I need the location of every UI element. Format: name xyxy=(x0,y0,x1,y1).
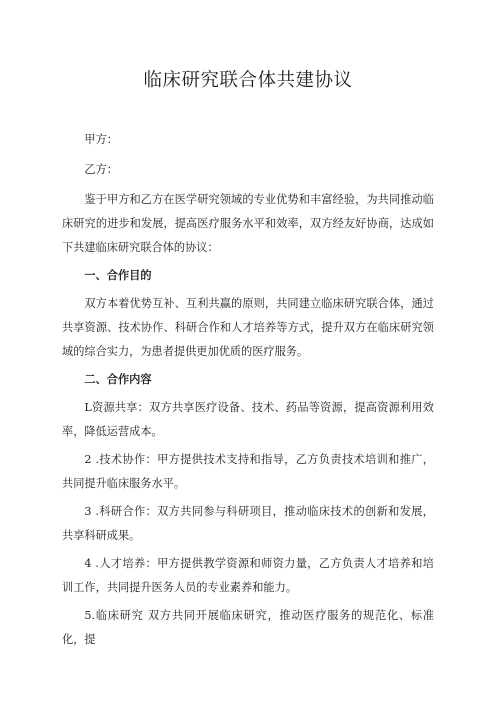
section-paragraph: 5.临床研究 双方共同开展临床研究，推动医疗服务的规范化、标准化，提 xyxy=(62,609,434,646)
party-a-line: 甲方： xyxy=(84,133,118,146)
section-content xyxy=(62,368,434,652)
section-heading: 二、合作内容 xyxy=(84,373,152,386)
party-b-line: 乙方： xyxy=(84,163,118,176)
section-paragraph: L资源共享：双方共享医疗设备、技术、药品等资源，提高资源利用效率，降低运营成本。 xyxy=(62,401,434,438)
document-title: 临床研究联合体共建协议 xyxy=(143,70,353,91)
section-paragraph: 4 .人才培养：甲方提供教学资源和师资力量，乙方负责人才培养和培训工作，共同提升医务人员的专业素养和能力。 xyxy=(62,557,434,594)
section-paragraph: 3 .科研合作：双方共同参与科研项目，推动临床技术的创新和发展，共享科研成果。 xyxy=(62,505,434,542)
section-heading: 一、合作目的 xyxy=(84,269,152,282)
intro-paragraph: 鉴于甲方和乙方在医学研究领域的专业优势和丰富经验，为共同推动临床研究的进步和发展，提高医疗服务水平和效率，双方经友好协商，达成如下共建临床研究联合体的协议： xyxy=(62,193,434,254)
section-purpose xyxy=(62,264,434,364)
section-paragraph: 双方本着优势互补、互利共赢的原则，共同建立临床研究联合体，通过共享资源、技术协作、科研合作和人才培养等方式，提升双方在临床研究领域的综合实力，为患者提供更加优质的医疗服务。 xyxy=(62,297,434,358)
section-paragraph: 2 .技术协作：甲方提供技术支持和指导，乙方负责技术培训和推广，共同提升临床服务水平。 xyxy=(62,453,434,490)
